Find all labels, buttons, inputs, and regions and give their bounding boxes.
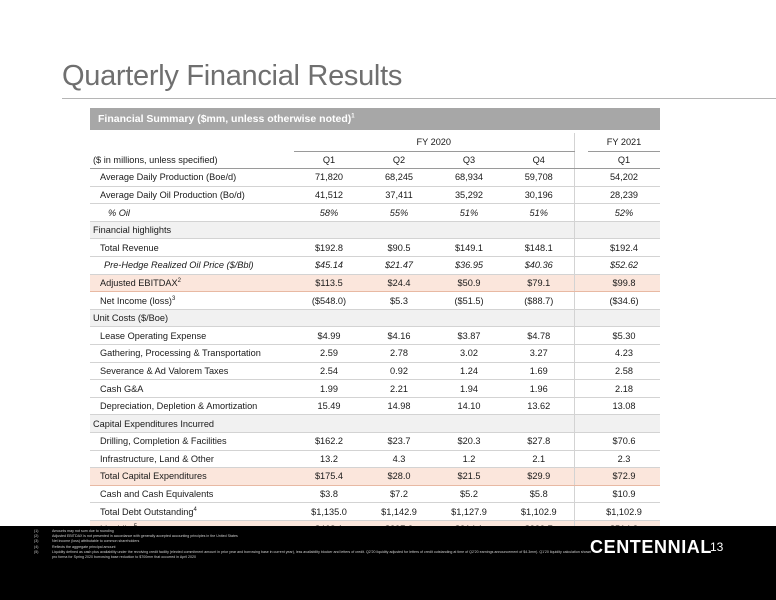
row-label-text: Total Capital Expenditures <box>100 471 207 482</box>
cell-value: 2.58 <box>588 362 660 380</box>
footnote-ref: 1 <box>351 113 355 120</box>
row-label <box>90 485 280 503</box>
row-label-text: Average Daily Oil Production (Bo/d) <box>100 189 245 200</box>
cell-value: $148.1 <box>504 239 574 257</box>
section-label <box>90 309 574 327</box>
row-label-text: % Oil <box>108 207 130 218</box>
cell-value: 1.2 <box>434 450 504 468</box>
cell-value: 35,292 <box>434 186 504 204</box>
footnote-number: (4) <box>34 544 39 549</box>
row-label <box>90 362 280 380</box>
row-label <box>90 468 280 486</box>
cell-value: 1.96 <box>504 380 574 398</box>
cell-value: 1.99 <box>294 380 364 398</box>
cell-value: $28.0 <box>364 468 434 486</box>
row-label <box>90 433 280 451</box>
cell-value: 15.49 <box>294 397 364 415</box>
table-row <box>90 327 660 345</box>
cell-value: $1,102.9 <box>588 503 660 521</box>
row-label-text: Unit Costs ($/Boe) <box>93 313 169 324</box>
cell-value: 1.24 <box>434 362 504 380</box>
row-label <box>90 327 280 345</box>
cell-value: $4.16 <box>364 327 434 345</box>
row-label-text: Total Debt Outstanding <box>100 506 194 517</box>
footnote-ref: 2 <box>177 277 181 284</box>
cell-value: 58% <box>294 204 364 222</box>
page-number: 13 <box>710 540 724 554</box>
cell-value: $5.30 <box>588 327 660 345</box>
title-divider <box>62 98 776 99</box>
cell-value: $99.8 <box>588 274 660 292</box>
cell-value: 2.59 <box>294 345 364 363</box>
cell-value: $1,127.9 <box>434 503 504 521</box>
cell-value: $40.36 <box>504 257 574 275</box>
section-label <box>90 415 574 433</box>
cell-value: 51% <box>504 204 574 222</box>
table-row <box>90 186 660 204</box>
row-label-text: Pre-Hedge Realized Oil Price ($/Bbl) <box>104 260 254 271</box>
cell-value: $50.9 <box>434 274 504 292</box>
cell-value: ($34.6) <box>588 292 660 310</box>
table-row <box>90 450 660 468</box>
row-label <box>90 274 280 292</box>
cell-value: $24.4 <box>364 274 434 292</box>
cell-value: $4.78 <box>504 327 574 345</box>
cell-value: $192.4 <box>588 239 660 257</box>
row-label <box>90 239 280 257</box>
row-label <box>90 257 280 275</box>
cell-value: $1,142.9 <box>364 503 434 521</box>
cell-value: $3.8 <box>294 485 364 503</box>
cell-value: 54,202 <box>588 169 660 187</box>
footnote-text: Reflects the aggregate principal amount <box>52 544 116 549</box>
column-header: Q3 <box>434 151 504 169</box>
column-header: Q2 <box>364 151 434 169</box>
column-header: Q1 <box>294 151 364 169</box>
footnote-text: Liquidity defined as cash plus availability under the revolving credit facility (elected commitment amount in prior year and borrowing base in current year), less availability blocker and letters of credit. Q2'20 liquidity adjusted for letters of credit outstanding at time of Q2'20 earnings announcement of $4.3mm). Q1'20 liquidity calculation shown pro forma for Spring 2020 borrowing base reduction to $700mm that occurred in April 2020 <box>52 549 592 560</box>
row-label-text: Depreciation, Depletion & Amortization <box>100 401 258 412</box>
cell-value: 4.3 <box>364 450 434 468</box>
footnote-ref: 4 <box>193 506 197 513</box>
footnote-text: Amounts may not sum due to rounding <box>52 529 114 533</box>
year-header-fy2021: FY 2021 <box>588 133 660 151</box>
table-row <box>90 397 660 415</box>
row-label-text: Average Daily Production (Boe/d) <box>100 172 237 183</box>
row-label-text: Capital Expenditures Incurred <box>93 418 215 429</box>
table-row <box>90 345 660 363</box>
cell-value: ($88.7) <box>504 292 574 310</box>
cell-value: 68,245 <box>364 169 434 187</box>
cell-value: ($51.5) <box>434 292 504 310</box>
cell-value: $21.5 <box>434 468 504 486</box>
cell-value: 68,934 <box>434 169 504 187</box>
cell-value: $20.3 <box>434 433 504 451</box>
row-label-text: Adjusted EBITDAX <box>100 277 178 288</box>
cell-value: $1,102.9 <box>504 503 574 521</box>
year-header-row <box>90 133 660 151</box>
cell-value: $70.6 <box>588 433 660 451</box>
row-label-text: Cash and Cash Equivalents <box>100 489 214 500</box>
cell-value: $36.95 <box>434 257 504 275</box>
row-label-text: Net Income (loss) <box>100 295 172 306</box>
row-label <box>90 450 280 468</box>
cell-value: 2.1 <box>504 450 574 468</box>
financial-summary-table <box>90 133 660 539</box>
cell-value: 2.78 <box>364 345 434 363</box>
cell-value: $5.8 <box>504 485 574 503</box>
table-row <box>90 169 660 187</box>
row-label <box>90 503 280 521</box>
cell-value: ($548.0) <box>294 292 364 310</box>
cell-value: 2.18 <box>588 380 660 398</box>
cell-value: 71,820 <box>294 169 364 187</box>
table-row <box>90 380 660 398</box>
row-label <box>90 345 280 363</box>
cell-value: $4.99 <box>294 327 364 345</box>
cell-value: $23.7 <box>364 433 434 451</box>
row-label <box>90 397 280 415</box>
row-label-text: Gathering, Processing & Transportation <box>100 348 261 359</box>
footnote-number: (1) <box>34 529 39 533</box>
footnote-text: Net income (loss) attributable to common shareholders <box>52 539 140 544</box>
cell-value: $113.5 <box>294 274 364 292</box>
cell-value: $27.8 <box>504 433 574 451</box>
page-title: Quarterly Financial Results <box>62 60 403 92</box>
row-label <box>90 169 280 187</box>
cell-value: $21.47 <box>364 257 434 275</box>
cell-value: $5.3 <box>364 292 434 310</box>
cell-value: $90.5 <box>364 239 434 257</box>
row-label-text: Drilling, Completion & Facilities <box>100 436 227 447</box>
cell-value: $175.4 <box>294 468 364 486</box>
cell-value: $10.9 <box>588 485 660 503</box>
table-row <box>90 433 660 451</box>
cell-value: $162.2 <box>294 433 364 451</box>
cell-value: $149.1 <box>434 239 504 257</box>
cell-value: 4.23 <box>588 345 660 363</box>
footnote <box>34 550 594 560</box>
cell-value: 13.08 <box>588 397 660 415</box>
cell-value: $3.87 <box>434 327 504 345</box>
row-label <box>90 380 280 398</box>
cell-value: 2.21 <box>364 380 434 398</box>
financial-summary-header <box>90 108 660 130</box>
cell-value: 55% <box>364 204 434 222</box>
cell-value: 28,239 <box>588 186 660 204</box>
cell-value: 41,512 <box>294 186 364 204</box>
cell-value: $29.9 <box>504 468 574 486</box>
year-header-fy2020: FY 2020 <box>294 133 574 151</box>
footnote-number: (2) <box>34 534 39 539</box>
table-row <box>90 292 660 310</box>
row-label-text: Severance & Ad Valorem Taxes <box>100 365 229 376</box>
cell-value: 13.2 <box>294 450 364 468</box>
table-row <box>90 415 660 433</box>
cell-value: $1,135.0 <box>294 503 364 521</box>
table-row <box>90 309 660 327</box>
row-label-text: Cash G&A <box>100 383 144 394</box>
cell-value: 1.69 <box>504 362 574 380</box>
table-row <box>90 485 660 503</box>
row-header-label: ($ in millions, unless specified) <box>90 151 280 169</box>
row-label <box>90 292 280 310</box>
cell-value: 13.62 <box>504 397 574 415</box>
cell-value: 1.94 <box>434 380 504 398</box>
cell-value: 51% <box>434 204 504 222</box>
table-row <box>90 204 660 222</box>
row-label-text: Infrastructure, Land & Other <box>100 453 214 464</box>
cell-value: 52% <box>588 204 660 222</box>
company-logo: CENTENNIAL <box>590 537 712 557</box>
footnotes <box>34 529 594 560</box>
row-label-text: Total Revenue <box>100 242 159 253</box>
table-row <box>90 239 660 257</box>
footnote-text: Adjusted EBITDAX is not presented in accordance with generally accepted accounting principles in the United States <box>52 534 238 539</box>
cell-value: 3.02 <box>434 345 504 363</box>
row-label <box>90 204 280 222</box>
cell-value: $79.1 <box>504 274 574 292</box>
table-row <box>90 274 660 292</box>
table-row <box>90 503 660 521</box>
cell-value: 59,708 <box>504 169 574 187</box>
table-row <box>90 221 660 239</box>
row-label-text: Financial highlights <box>93 225 172 236</box>
column-header: Q1 <box>588 151 660 169</box>
row-label-text: Lease Operating Expense <box>100 330 207 341</box>
table-row <box>90 468 660 486</box>
footnote-number: (3) <box>34 539 39 544</box>
footnote-ref: 3 <box>172 295 176 302</box>
cell-value: $45.14 <box>294 257 364 275</box>
column-header: Q4 <box>504 151 574 169</box>
row-label <box>90 186 280 204</box>
cell-value: $72.9 <box>588 468 660 486</box>
section-label <box>90 221 574 239</box>
cell-value: $5.2 <box>434 485 504 503</box>
table-row <box>90 257 660 275</box>
financial-summary-title: Financial Summary ($mm, unless otherwise noted) <box>98 113 352 125</box>
cell-value: 14.10 <box>434 397 504 415</box>
footnote-number: (5) <box>34 549 39 554</box>
cell-value: 3.27 <box>504 345 574 363</box>
cell-value: $192.8 <box>294 239 364 257</box>
column-header-row <box>90 151 660 169</box>
cell-value: 0.92 <box>364 362 434 380</box>
cell-value: 2.3 <box>588 450 660 468</box>
cell-value: 37,411 <box>364 186 434 204</box>
cell-value: $52.62 <box>588 257 660 275</box>
cell-value: 2.54 <box>294 362 364 380</box>
cell-value: 14.98 <box>364 397 434 415</box>
cell-value: 30,196 <box>504 186 574 204</box>
table-row <box>90 362 660 380</box>
cell-value: $7.2 <box>364 485 434 503</box>
